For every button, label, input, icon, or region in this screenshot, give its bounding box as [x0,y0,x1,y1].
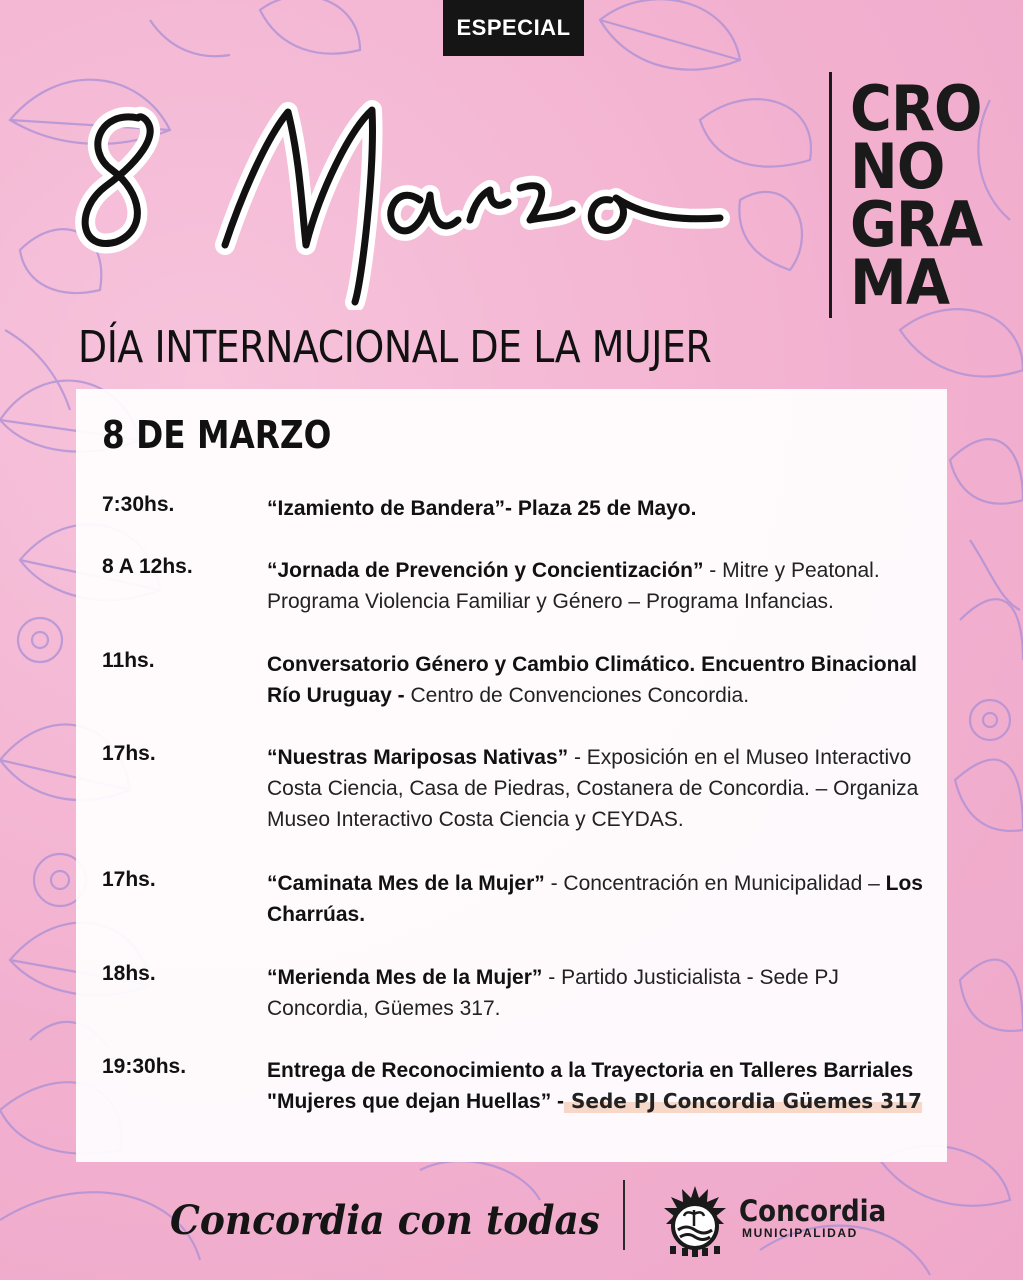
slogan-text: Concordia con todas [170,1197,600,1244]
event-detail: - Concentración en Municipalidad – [544,872,880,895]
event-description [267,962,937,1024]
event-detail: - Exposición en el Museo Interactivo Costa Ciencia, Casa de Piedras, Costanera de Concordia. – Organiza Museo Interactivo Costa Ciencia y CEYDAS. [267,746,919,831]
event-title: Los Charrúas. [267,872,923,926]
footer-divider [623,1180,625,1250]
event-time: 17hs. [102,742,156,765]
event-title: “Jornada de Prevención y Concientización” [267,559,704,582]
event-title: Entrega de Reconocimiento a la Trayectoria en Talleres Barriales "Mujeres que dejan Huellas” - [267,1059,914,1113]
footer-slogan [168,1184,608,1252]
event-description [267,868,937,930]
event-title: Conversatorio Género y Cambio Climático. Encuentro Binacional Río Uruguay - [267,653,917,707]
event-time: 7:30hs. [102,493,175,516]
event-time: 8 A 12hs. [102,555,193,578]
cronograma-line: CRO [850,72,982,145]
logo-name: Concordia [739,1194,887,1228]
highlighted-location: Sede PJ Concordia Güemes 317 [564,1089,922,1113]
event-description [267,493,937,524]
schedule-date: 8 DE MARZO [102,413,332,457]
cronograma-line: NO [850,130,945,203]
event-title: “Nuestras Mariposas Nativas” [267,746,569,769]
cronograma-heading [850,72,1020,319]
event-description [267,649,937,711]
schedule-card [76,389,947,1162]
event-time: 18hs. [102,962,156,985]
event-time: 17hs. [102,868,156,891]
especial-badge: ESPECIAL [443,0,584,56]
event-description [267,1055,937,1117]
cronograma-line: GRA [850,188,983,261]
event-description [267,555,937,617]
event-time: 11hs. [102,649,155,672]
script-title [50,70,730,310]
cronograma-line: MA [850,246,950,319]
municipality-logo [739,1196,903,1240]
event-title: “Izamiento de Bandera”- Plaza 25 de Mayo. [267,497,697,520]
slogan-script [168,1184,608,1252]
event-title: “Caminata Mes de la Mujer” [267,872,545,895]
event-detail: - Mitre y Peatonal. Programa Violencia Familiar y Género – Programa Infancias. [267,559,880,613]
event-description [267,742,937,835]
vertical-divider [829,72,832,318]
event-title: “Merienda Mes de la Mujer” [267,966,543,989]
concordia-sun-icon [656,1180,734,1258]
event-detail: Centro de Convenciones Concordia. [404,684,750,707]
logo-subtitle: MUNICIPALIDAD [742,1226,858,1240]
event-detail: - Partido Justicialista - Sede PJ Concordia, Güemes 317. [267,966,839,1020]
subtitle: DÍA INTERNACIONAL DE LA MUJER [78,322,712,373]
event-time: 19:30hs. [102,1055,187,1078]
